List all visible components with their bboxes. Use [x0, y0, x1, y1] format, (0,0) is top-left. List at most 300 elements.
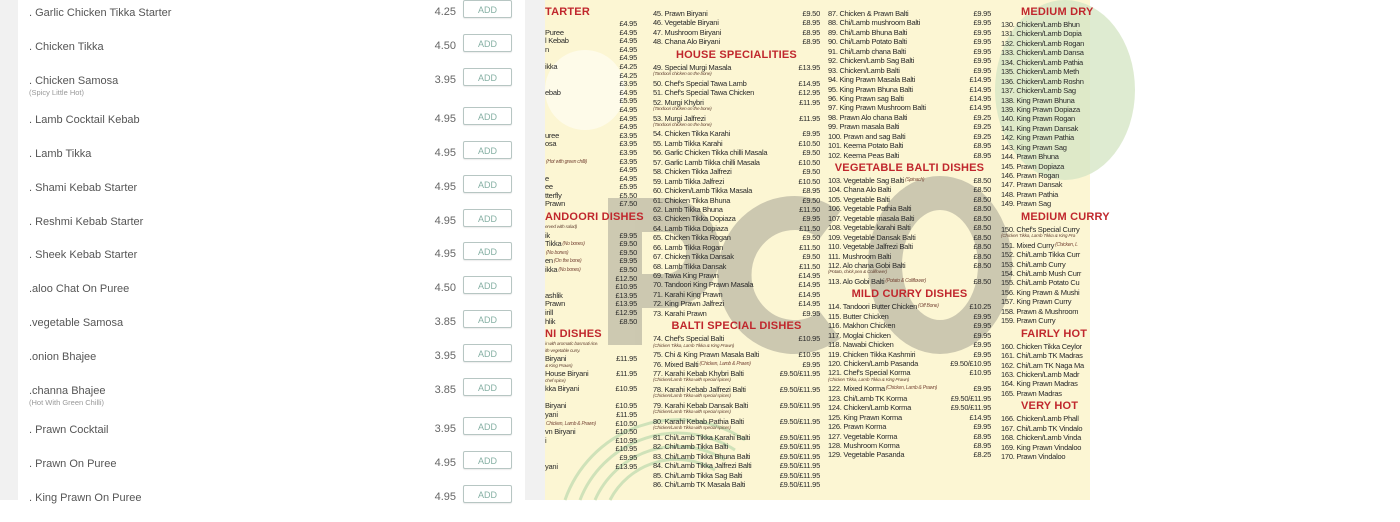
menu-column-4 [1001, 4, 1110, 461]
menu-entry-price: £11.50 [799, 242, 820, 252]
menu-entry-name: 66. Lamb Tikka Rogan [653, 242, 724, 252]
menu-entry-price: £3.95 [619, 79, 637, 89]
menu-entry-name: ikka [545, 264, 558, 274]
menu-entry [828, 384, 991, 393]
menu-entry-name: 164. King Prawn Madras [1001, 379, 1078, 389]
menu-entry-price: £4.25 [619, 70, 637, 80]
menu-entry-name: 124. Chicken/Lamb Korma [828, 403, 912, 413]
menu-entry [653, 461, 820, 470]
menu-item-row [18, 114, 525, 144]
menu-entry-name: hlik [545, 316, 556, 326]
menu-entry-name: 111. Mushroom Balti [828, 251, 891, 261]
menu-entry [1001, 297, 1090, 306]
menu-item-price: 4.95 [434, 113, 456, 126]
menu-entry-price: £14.95 [969, 412, 991, 422]
menu-entry-price: £9.95 [973, 321, 991, 331]
menu-entry-price: £9.50/£11.95 [779, 451, 820, 461]
menu-item-price: 3.85 [434, 383, 456, 396]
menu-entry [1001, 342, 1090, 351]
menu-entry [653, 214, 820, 223]
menu-entry [828, 28, 991, 37]
menu-entry-inline-note: (Spinach) [905, 177, 925, 183]
menu-entry-price: £9.50/£11.95 [779, 479, 820, 489]
menu-item-row [18, 424, 525, 454]
menu-entry-price: £9.95 [973, 37, 991, 47]
menu-entry-price: £9.95 [802, 129, 820, 139]
menu-section-heading: MEDIUM CURRY [1021, 210, 1110, 223]
menu-section-heading: ANDOORI DISHES [545, 211, 644, 224]
menu-entry-price: £14.95 [798, 271, 820, 280]
menu-entry [653, 417, 820, 426]
menu-entry-price: £8.95 [973, 440, 991, 450]
menu-entry-note: (Tandoori chicken on the bone) [653, 72, 712, 78]
menu-entry-name: 80. Karahi Kebab Pathia Balti [653, 416, 744, 426]
menu-section-heading: MEDIUM DRY [1021, 6, 1094, 18]
menu-entry-name: 153. Chi/Lamb Curry [1001, 259, 1066, 269]
menu-entry [828, 350, 991, 359]
menu-entry [828, 432, 991, 441]
menu-entry-name: 155. Chi/Lamb Potato Cu [1001, 278, 1080, 288]
menu-entry-price: £9.50/£11.95 [779, 369, 820, 378]
add-button[interactable]: ADD [463, 141, 512, 159]
menu-item-name: . Garlic Chicken Tikka Starter [29, 7, 172, 19]
menu-column-2 [653, 9, 820, 489]
menu-entry-price: £8.50 [973, 194, 991, 204]
menu-entry-name: 52. Murgi Khybri [653, 97, 704, 107]
menu-entry [1001, 379, 1090, 388]
menu-entry-name: 148. Prawn Pathia [1001, 189, 1059, 199]
menu-entry-price: £8.50 [973, 176, 991, 185]
add-button[interactable]: ADD [463, 68, 512, 86]
menu-entry-name: 71. Karahi King Prawn [653, 289, 723, 299]
menu-entry-price: £9.50 [802, 252, 820, 262]
menu-entry-price: £9.95 [973, 311, 991, 321]
menu-entry-price: £10.95 [798, 334, 820, 344]
add-button[interactable]: ADD [463, 209, 512, 227]
menu-entry-name: 130. Chicken/Lamb Bhun [1001, 20, 1080, 29]
menu-entry [828, 9, 991, 18]
menu-entry [828, 122, 991, 131]
menu-entry [653, 350, 820, 359]
menu-entry [828, 422, 991, 431]
menu-entry-price: £4.95 [619, 27, 637, 37]
menu-entry-price: £14.95 [798, 280, 820, 290]
menu-entry [653, 196, 820, 205]
menu-entry-price: £9.95 [973, 330, 991, 340]
menu-entry-name: 45. Prawn Biryani [653, 9, 708, 18]
menu-entry-name: 59. Lamb Tikka Jalfrezi [653, 176, 724, 186]
menu-entry-name: 56. Garlic Chicken Tikka chilli Masala [653, 148, 768, 158]
menu-entry-price: £9.50 [619, 239, 637, 249]
menu-entry-name: 128. Mushroom Korma [828, 440, 900, 450]
menu-entry [653, 480, 820, 489]
menu-entry-name: 63. Chicken Tikka Dopiaza [653, 214, 736, 224]
menu-entry [653, 442, 820, 451]
menu-entry-price: £10.50 [615, 427, 637, 437]
menu-entry-name: ashlik [545, 290, 563, 300]
menu-entry [1001, 351, 1090, 360]
menu-entry-price: £9.25 [973, 112, 991, 122]
menu-entry-note: (Chicken Tikka, Lamb Tikka & King Prawn) [828, 377, 910, 383]
menu-entry [828, 413, 991, 422]
menu-entry-name: osa [545, 139, 557, 149]
menu-entry-price: £8.50 [973, 260, 991, 270]
menu-entry-price: £9.50 [802, 195, 820, 205]
menu-entry-name: 90. Chi/Lamb Potato Balti [828, 37, 907, 47]
menu-entry-price: £4.95 [619, 87, 637, 97]
menu-entry [828, 66, 991, 75]
menu-entry [828, 368, 991, 377]
menu-entry-name: 165. Prawn Madras [1001, 388, 1062, 398]
menu-entry [1001, 77, 1090, 86]
menu-item-name: .channa Bhajee [29, 384, 106, 397]
menu-entry-name: 50. Chef's Special Tawa Lamb [653, 78, 747, 88]
menu-entry [1001, 250, 1090, 259]
menu-entry [653, 148, 820, 157]
menu-entry-price: £14.95 [798, 299, 820, 309]
menu-entry-price: £8.95 [973, 150, 991, 160]
menu-entry-name: 120. Chicken/Lamb Pasanda [828, 358, 919, 368]
add-button[interactable]: ADD [463, 344, 512, 362]
menu-entry [1001, 269, 1090, 278]
menu-entry-name: 86. Chi/Lamb TK Masala Balti [653, 479, 746, 489]
menu-entry [828, 450, 991, 459]
menu-entry-name: 151. Mixed Curry [1001, 240, 1055, 250]
menu-entry [828, 242, 991, 251]
menu-entry-name: ee [545, 182, 553, 192]
menu-entry-price: £10.95 [615, 282, 637, 292]
menu-entry-name: 125. King Prawn Korma [828, 412, 902, 422]
menu-entry-note: (Chicken/Lamb Tikka with special spices) [653, 426, 731, 432]
menu-entry [1001, 225, 1090, 234]
menu-entry-name: e [545, 173, 549, 183]
menu-entry-note: (Tandoori chicken on the bone) [653, 107, 712, 112]
menu-item-price: 3.95 [434, 423, 456, 435]
menu-entry-name: 116. Makhon Chicken [828, 321, 896, 331]
menu-entry [653, 401, 820, 410]
add-button[interactable]: ADD [463, 378, 512, 396]
menu-entry-name: 58. Chicken Tikka Jalfrezi [653, 167, 732, 177]
menu-entry-name: 88. Chi/Lamb mushroom Balti [828, 18, 921, 28]
menu-entry-name: 65. Chicken Tikka Rogan [653, 233, 731, 243]
menu-entry-price: £9.95 [802, 214, 820, 224]
menu-entry-price: £9.50/£11.95 [779, 400, 820, 410]
menu-entry-price: £10.95 [615, 444, 637, 454]
menu-entry-name: 126. Prawn Korma [828, 422, 887, 432]
menu-entry-name: 77. Karahi Kebab Khybri Balti [653, 369, 744, 378]
add-button[interactable]: ADD [463, 107, 512, 125]
menu-entry-name: 136. Chicken/Lamb Roshn [1001, 76, 1084, 86]
menu-entry-name: 46. Vegetable Biryani [653, 18, 719, 28]
menu-entry-name: 108. Vegetable karahi Balti [828, 223, 911, 233]
menu-entry-name: 67. Chicken Tikka Dansak [653, 252, 734, 262]
menu-entry [828, 141, 991, 150]
menu-entry-price: £14.95 [969, 103, 991, 113]
menu-entry-price: £8.50 [973, 251, 991, 261]
menu-item-row [18, 455, 525, 488]
menu-entry-name: 157. King Prawn Curry [1001, 297, 1072, 307]
menu-entry [828, 204, 991, 213]
menu-entry-price: £8.25 [973, 450, 991, 460]
menu-item-row [18, 145, 525, 178]
menu-entry-inline-note: (Chicken, Lamb & Prawn) [699, 360, 751, 367]
menu-entry-price: £14.95 [969, 84, 991, 94]
menu-entry-price: £13.95 [798, 62, 820, 72]
menu-entry-price: £10.50 [615, 418, 637, 428]
menu-entry-name: 53. Murgi Jalfrezi [653, 113, 706, 123]
menu-entry [653, 471, 820, 480]
menu-entry [1001, 29, 1090, 38]
menu-entry-name: 119. Chicken Tikka Kashmiri [828, 349, 916, 359]
menu-entry-price: £8.50 [973, 232, 991, 242]
menu-entry [828, 132, 991, 141]
menu-entry-price: £9.95 [619, 230, 637, 240]
menu-entry [828, 331, 991, 340]
menu-entry-name: l Kebab [545, 36, 569, 46]
menu-entry [653, 299, 820, 308]
menu-entry-name: 158. Prawn & Mushroom [1001, 306, 1079, 316]
menu-entry-name: ikka [545, 61, 558, 71]
menu-entry-note: erved with salad) [545, 225, 578, 231]
menu-entry-name: yani [545, 461, 558, 471]
menu-item-price: 4.50 [434, 39, 456, 52]
menu-entry [828, 37, 991, 46]
menu-item-name: .onion Bhajee [29, 350, 97, 363]
menu-item-name: . Reshmi Kebab Starter [29, 215, 144, 228]
menu-entry-price: £9.50/£11.95 [950, 403, 991, 413]
menu-entry [828, 441, 991, 450]
menu-entry [1001, 278, 1090, 287]
menu-entry-name: 138. King Prawn Bhuna [1001, 95, 1075, 105]
menu-entry [653, 63, 820, 72]
menu-entry-name: 83. Chi/Lamb Tikka Bhuna Balti [653, 451, 751, 461]
menu-entry-name: Biryani [545, 401, 567, 411]
menu-entry-price: £3.95 [619, 156, 637, 166]
menu-entry [828, 75, 991, 84]
menu-entry-name: 105. Vegetable Balti [828, 194, 890, 204]
menu-entry [1001, 361, 1090, 370]
menu-entry-name: 118. Nawabi Chicken [828, 340, 894, 350]
menu-item-name: .aloo Chat On Puree [29, 283, 130, 296]
menu-item-name: . Shami Kebab Starter [29, 181, 138, 194]
menu-item-name: . Chicken Samosa [29, 74, 119, 87]
menu-entry-name: 144. Prawn Bhuna [1001, 152, 1059, 162]
menu-column-3 [828, 9, 991, 460]
menu-item-price: 4.95 [434, 490, 456, 503]
add-button[interactable]: ADD [463, 485, 512, 503]
menu-entry-price: £9.95 [973, 340, 991, 350]
menu-entry-price: £11.95 [799, 113, 820, 123]
menu-entry-price: £4.25 [619, 61, 637, 71]
menu-item-note: (Hot With Green Chilli) [29, 397, 105, 407]
menu-item-name: . Lamb Cocktail Kebab [29, 114, 140, 127]
menu-entry [1001, 424, 1090, 433]
menu-entry [1001, 114, 1090, 123]
menu-entry-price: £4.95 [619, 19, 637, 28]
add-button[interactable]: ADD [463, 175, 512, 193]
menu-entry [653, 158, 820, 167]
menu-entry-name: tterfly [545, 190, 562, 200]
menu-entry-name: 99. Prawn masala Balti [828, 122, 900, 132]
menu-entry-name: 139. King Prawn Dopiaza [1001, 104, 1080, 114]
menu-entry-name: Biryani [545, 354, 567, 364]
menu-entry-name: 84. Chi/Lamb Tikka Jalfrezi Balti [653, 461, 752, 471]
menu-item-price: 3.95 [434, 73, 456, 86]
menu-item-price: 4.95 [434, 180, 456, 193]
menu-entry-note: (Chicken/Lamb Tikka with special spices) [653, 394, 731, 400]
menu-entry [653, 129, 820, 138]
menu-entry-price: £10.95 [969, 368, 991, 378]
menu-entry [653, 98, 820, 107]
menu-entry-price: £8.50 [973, 276, 991, 286]
menu-entry-note: (Chicken Tikka, Lamb Tikka & King Pra [1001, 234, 1076, 240]
menu-item-row [18, 489, 525, 522]
menu-entry-price: £9.50 [802, 167, 820, 177]
add-button[interactable]: ADD [463, 417, 512, 435]
menu-entry-inline-note: (Hot with green chilli) [546, 158, 587, 165]
menu-entry-name: 106. Vegetable Pathia Balti [828, 204, 912, 214]
menu-entry-inline-note: (No bones) [558, 266, 581, 273]
menu-entry-price: £9.50/£10.95 [950, 358, 991, 368]
add-button[interactable]: ADD [463, 276, 512, 294]
menu-entry [1001, 199, 1090, 208]
menu-entry-price: £4.95 [619, 36, 637, 46]
menu-entry-name: 70. Tandoori King Prawn Masala [653, 280, 754, 290]
menu-entry-name: 129. Vegetable Pasanda [828, 450, 905, 460]
menu-entry-price: £4.95 [619, 122, 637, 132]
menu-entry [828, 312, 991, 321]
menu-entry-price: £9.95 [973, 9, 991, 18]
menu-entry [1001, 452, 1090, 461]
menu-entry [828, 302, 991, 311]
menu-entry-inline-note: (Chicken, L [1055, 241, 1078, 248]
menu-entry-name: 137. Chicken/Lamb Sag [1001, 86, 1076, 96]
menu-entry-inline-note: (No bones) [546, 249, 569, 256]
menu-entry-name: 159. Prawn Curry [1001, 316, 1056, 326]
menu-entry-price: £9.95 [973, 349, 991, 359]
menu-entry-name: 161. Chi/Lamb TK Madras [1001, 351, 1083, 361]
menu-entry-name: 96. King Prawn sag Balti [828, 93, 904, 103]
menu-item-price: 4.95 [434, 456, 456, 469]
menu-entry [653, 252, 820, 261]
menu-entry-price: £13.95 [615, 299, 637, 309]
menu-item-note: (Spicy Little Hot) [29, 87, 85, 97]
menu-entry-name: 60. Chicken/Lamb Tikka Masala [653, 186, 753, 196]
menu-entry [1001, 307, 1090, 316]
menu-entry-price: £14.95 [969, 93, 991, 103]
menu-entry [1001, 288, 1090, 297]
menu-entry [1001, 39, 1090, 48]
menu-entry-price: £13.95 [615, 461, 637, 471]
menu-entry-name: 163. Chicken/Lamb Madr [1001, 369, 1080, 379]
menu-entry-name: 169. King Prawn Vindaloo [1001, 442, 1082, 452]
menu-entry [545, 318, 637, 327]
menu-entry-note: (Chicken/Lamb Tikka with special spices) [653, 410, 731, 416]
add-button[interactable]: ADD [463, 310, 512, 328]
menu-entry-name: 64. Lamb Tikka Dopiaza [653, 223, 728, 233]
add-button[interactable]: ADD [463, 242, 512, 260]
menu-entry [1001, 20, 1090, 29]
menu-entry [828, 85, 991, 94]
menu-entry [828, 103, 991, 112]
menu-entry-name: 133. Chicken/Lamb Dansa [1001, 48, 1084, 58]
menu-entry [653, 186, 820, 195]
menu-entry-name: Prawn [545, 199, 566, 209]
menu-entry [828, 261, 991, 270]
menu-entry [828, 185, 991, 194]
menu-entry-name: 101. Keema Potato Balti [828, 141, 904, 151]
menu-entry [653, 18, 820, 27]
menu-entry-price: £9.50/£11.95 [950, 393, 991, 403]
menu-entry-price: £9.50/£11.95 [779, 416, 820, 426]
menu-entry-note: (Chicken Tikka, Lamb Tikka & King Prawn) [653, 343, 735, 349]
menu-item-name: . Lamb Tikka [29, 147, 92, 160]
menu-entry-price: £14.95 [798, 78, 820, 88]
menu-entry-price: £14.95 [969, 75, 991, 85]
menu-entry [653, 433, 820, 442]
menu-item-row [18, 249, 525, 279]
add-button[interactable]: ADD [463, 34, 512, 52]
menu-entry-price: £11.95 [799, 97, 820, 107]
menu-entry-name: 142. King Prawn Pathia [1001, 133, 1074, 143]
menu-entry-price: £12.95 [798, 88, 820, 98]
menu-entry-name: 100. Prawn and sag Balti [828, 131, 906, 141]
menu-entry-price: £4.95 [619, 44, 637, 54]
menu-entry [653, 271, 820, 280]
menu-entry-price: £3.95 [619, 147, 637, 157]
menu-entry [653, 37, 820, 46]
add-button[interactable]: ADD [463, 451, 512, 469]
menu-entry [1001, 190, 1090, 199]
menu-entry-price: £4.95 [619, 53, 637, 63]
menu-entry [1001, 414, 1090, 423]
menu-entry-name: ebab [545, 87, 561, 97]
menu-entry-name: 72. King Prawn Jalfrezi [653, 299, 724, 309]
menu-entry-note: & King Prawn) [545, 363, 573, 369]
menu-entry-name: 89. Chi/Lamb Bhuna Balti [828, 27, 908, 37]
menu-entry-inline-note: Chicken, Lamb & Prawn) [546, 420, 596, 427]
menu-entry [653, 139, 820, 148]
menu-item-price: 3.85 [434, 315, 456, 328]
menu-entry-price: £9.50/£11.95 [779, 442, 820, 452]
menu-item-name: . Prawn On Puree [29, 457, 117, 470]
menu-entry-name: 76. Mixed Balti [653, 359, 699, 369]
menu-entry-price: £10.50 [798, 157, 820, 167]
menu-entry-price: £10.95 [615, 384, 637, 394]
menu-entry-name: 150. Chef's Special Curry [1001, 224, 1080, 234]
menu-entry-price: £5.50 [619, 190, 637, 200]
menu-entry-name: 167. Chi/Lamb TK Vindalo [1001, 423, 1083, 433]
add-button[interactable]: ADD [463, 0, 512, 18]
menu-entry-name: 107. Vegetable masala Balti [828, 213, 915, 223]
menu-item-name: . Chicken Tikka [29, 40, 104, 53]
menu-entry [828, 403, 991, 412]
menu-entry-name: 47. Mushroom Biryani [653, 27, 721, 37]
menu-entry [545, 370, 637, 379]
menu-entry-name: 94. King Prawn Masala Balti [828, 75, 916, 85]
menu-entry-name: 93. Chicken/Lamb Balti [828, 65, 900, 75]
menu-entry-name: irill [545, 307, 553, 317]
menu-entry-name: 141. King Prawn Dansak [1001, 123, 1079, 133]
menu-entry [1001, 143, 1090, 152]
menu-entry [828, 214, 991, 223]
menu-entry-name: 55. Lamb Tikka Karahi [653, 138, 723, 148]
menu-entry-price: £7.50 [619, 199, 637, 209]
menu-entry-name: 146. Prawn Rogan [1001, 171, 1060, 180]
menu-section-heading: HOUSE SPECIALITIES [676, 48, 797, 61]
menu-entry-price: £14.95 [798, 289, 820, 299]
menu-entry-price: £9.95 [973, 422, 991, 432]
